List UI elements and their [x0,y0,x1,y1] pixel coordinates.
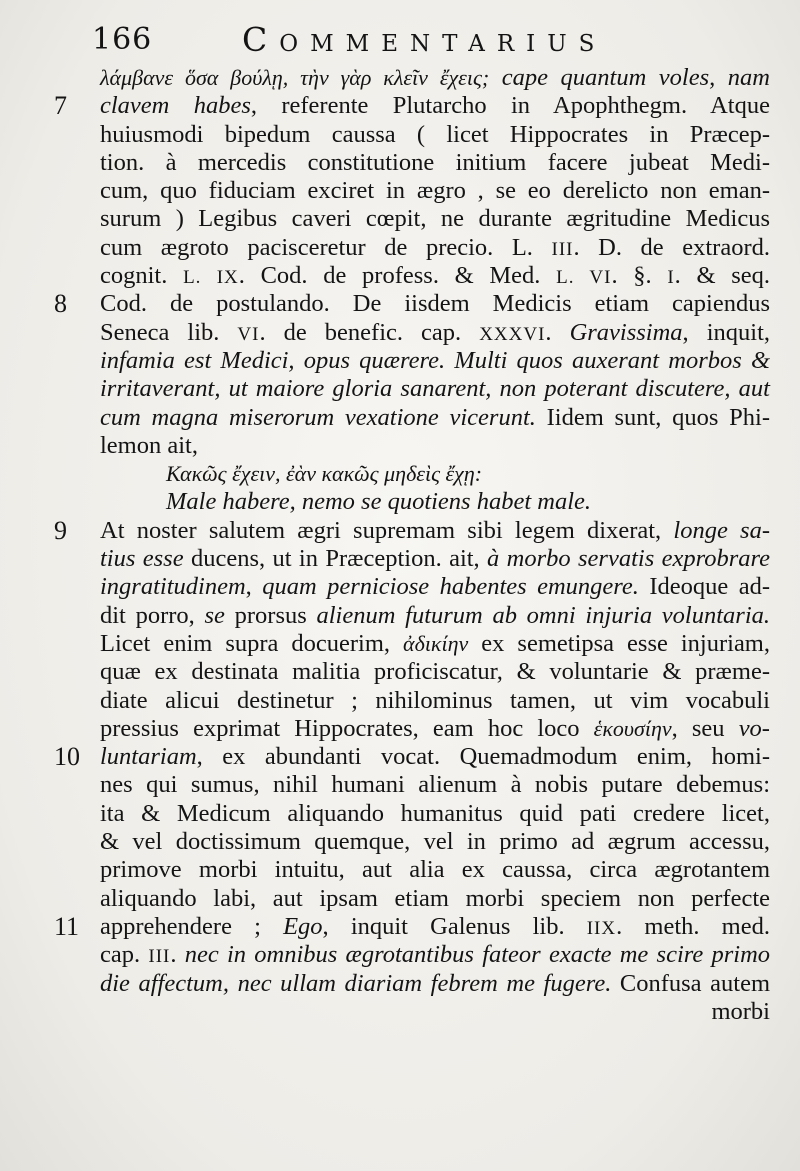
text-segment: . Cod. de profess. & Med. [238,262,557,290]
text-segment: pressius exprimat Hippocrates, eam hoc loco [100,714,594,742]
text-segment: cum ægroto pacisceretur de precio. L. [100,233,552,261]
italic-text: cape quantum voles [489,64,710,91]
text-line [100,885,770,913]
text-segment: , [245,573,263,601]
body-text [54,64,771,1026]
text-segment: lemon ait, [100,431,198,459]
text-line [100,234,770,262]
text-line [54,91,770,121]
roman-numeral: I [667,267,675,289]
italic-text: vo- [738,714,770,742]
italic-text: infamia est Medici, opus quærere. Multi quos auxerant morbos & [100,346,770,374]
text-segment: Iidem sunt, quos Phi- [535,403,770,431]
text-segment: apprehendere ; [100,912,284,940]
text-line [100,828,770,856]
text-line [100,347,770,375]
margin-number: 10 [54,742,80,772]
text-segment: cum, quo fiduciam exciret in ægro , se eo derelicto non eman- [100,177,770,205]
greek-text: ἑκουσίην [593,715,672,741]
text-line [100,658,770,686]
text-segment: ita & Medicum aliquando humanitus quid pati credere licet, [100,799,770,827]
text-line [100,319,770,347]
text-segment: . §. [611,262,668,290]
text-segment: Confusa autem [611,969,770,997]
italic-text: Male habere, nemo se quotiens habet male. [166,488,592,516]
text-segment: quæ ex destinata malitia proficiscatur, & voluntarie & præme- [100,658,770,686]
italic-text: die affectum, nec ullam diariam febrem me fugere. [100,969,612,997]
greek-text: λάμβανε ὅσα βούλῃ, τὴν γὰρ κλεῖν ἔχεις; [100,65,490,90]
roman-numeral: L. IX [183,267,239,289]
italic-text: se [204,601,225,629]
margin-number: 9 [54,515,67,545]
italic-text: alienum futurum ab omni injuria voluntaria. [316,601,771,629]
text-segment: aliquando labi, aut ipsam etiam morbi speciem non perfecte [100,884,770,912]
text-segment: ex semetipsa esse injuriam, [468,629,770,657]
text-line [100,602,770,630]
text-segment: nes qui sumus, nihil humani alienum à nobis putare debemus: [100,771,770,799]
text-segment: , inquit, [682,318,770,346]
greek-text: Κακῶς ἔχειν, ἐὰν κακῶς μηδεὶς ἔχῃ: [166,461,483,487]
italic-text: quam perniciose habentes emungere. [262,573,639,601]
text-line [100,262,770,290]
margin-number: 11 [54,911,80,941]
text-segment: At noster salutem ægri supremam sibi legem dixerat, [100,516,674,544]
text-segment: cognit. [100,262,184,290]
text-line [100,998,770,1026]
text-segment: , inquit Galenus lib. [322,912,587,940]
text-segment: & vel doctissimum quemque, vel in primo ad ægrum accessu, [100,828,770,856]
italic-text: irritaverant, ut maiore gloria sanarent, non poterant discutere, aut [100,375,770,403]
greek-text: ἀδικίην [403,630,469,656]
text-segment: dit porro, [100,601,205,629]
text-segment: , referente Plutarcho in Apophthegm. Atque [250,92,770,120]
italic-text: nec in omnibus ægrotantibus fateor exacte me scire primo [184,941,771,969]
text-line [100,687,770,715]
text-line [100,856,770,884]
text-line [100,771,770,799]
italic-text: ingratitudinem [100,573,246,601]
page-header [88,18,788,66]
text-line [100,573,770,601]
roman-numeral: VI [237,323,260,345]
text-segment: . meth. med. [616,912,770,940]
text-segment: , seu [671,714,739,742]
italic-text: à morbo servatis exprobrare [487,545,770,573]
italic-text: luntariam [100,743,197,771]
text-segment: Ideoque ad- [638,573,770,601]
page-number: 166 [92,22,153,57]
roman-numeral: L. VI [556,267,612,289]
text-line [100,800,770,828]
text-segment: surum ) Legibus caveri cœpit, ne durante ægritudine Medicus [100,205,770,233]
text-line [100,715,770,743]
italic-text: , nam [709,64,771,91]
text-segment: prorsus [224,601,317,629]
text-line [54,742,770,772]
text-segment: . de benefic. cap. [259,318,480,346]
text-line [100,149,770,177]
text-line [100,970,770,998]
italic-text: cum magna miserorum vexatione vicerunt. [100,403,536,431]
text-segment: ducens, ut in Præception. ait, [183,545,488,573]
italic-text: clavem habes [100,92,251,120]
margin-number: 8 [54,289,67,319]
text-line [100,177,770,205]
text-segment: , ex abundanti vocat. Quemadmodum enim, homi- [196,743,770,771]
text-segment: . & seq. [674,262,771,290]
margin-number: 7 [54,91,67,121]
running-title: Commentarius [242,20,607,59]
text-segment: huiusmodi bipedum caussa ( licet Hippocrates in Præcep- [100,120,770,148]
text-segment: . D. de extraord. [573,233,770,261]
roman-numeral: III [551,238,574,260]
text-line [100,205,770,233]
text-line [100,488,770,516]
text-segment: cap. [100,941,149,969]
text-line [100,432,770,460]
text-line [100,630,770,658]
italic-text: Ego [283,912,323,940]
italic-text: Gravissima [569,318,683,346]
text-line [100,375,770,403]
roman-numeral: III [148,946,171,968]
roman-numeral: XXXVI [479,323,546,345]
italic-text: tius esse [100,545,184,573]
text-segment: . [170,941,185,969]
roman-numeral: IIX [586,917,617,939]
text-line [100,545,770,573]
text-segment: morbi [711,997,770,1025]
text-line [54,515,770,545]
text-segment: tion. à mercedis constitutione initium facere jubeat Medi- [100,148,770,176]
text-segment: Seneca lib. [100,318,238,346]
text-line [54,289,770,319]
text-segment: primove morbi intuitu, aut alia ex caussa, circa ægrotantem [100,856,770,884]
text-line [100,460,770,488]
text-line [100,64,770,92]
text-line [100,404,770,432]
text-segment: . [545,318,570,346]
text-line [54,911,770,941]
text-line [100,941,770,969]
text-segment: Licet enim supra docuerim, [100,629,404,657]
text-segment: Cod. de postulando. De iisdem Medicis etiam capiendus [100,290,770,318]
text-line [100,121,770,149]
italic-text: longe sa- [673,516,770,544]
text-segment: diate alicui destinetur ; nihilominus tamen, ut vim vocabuli [100,686,770,714]
